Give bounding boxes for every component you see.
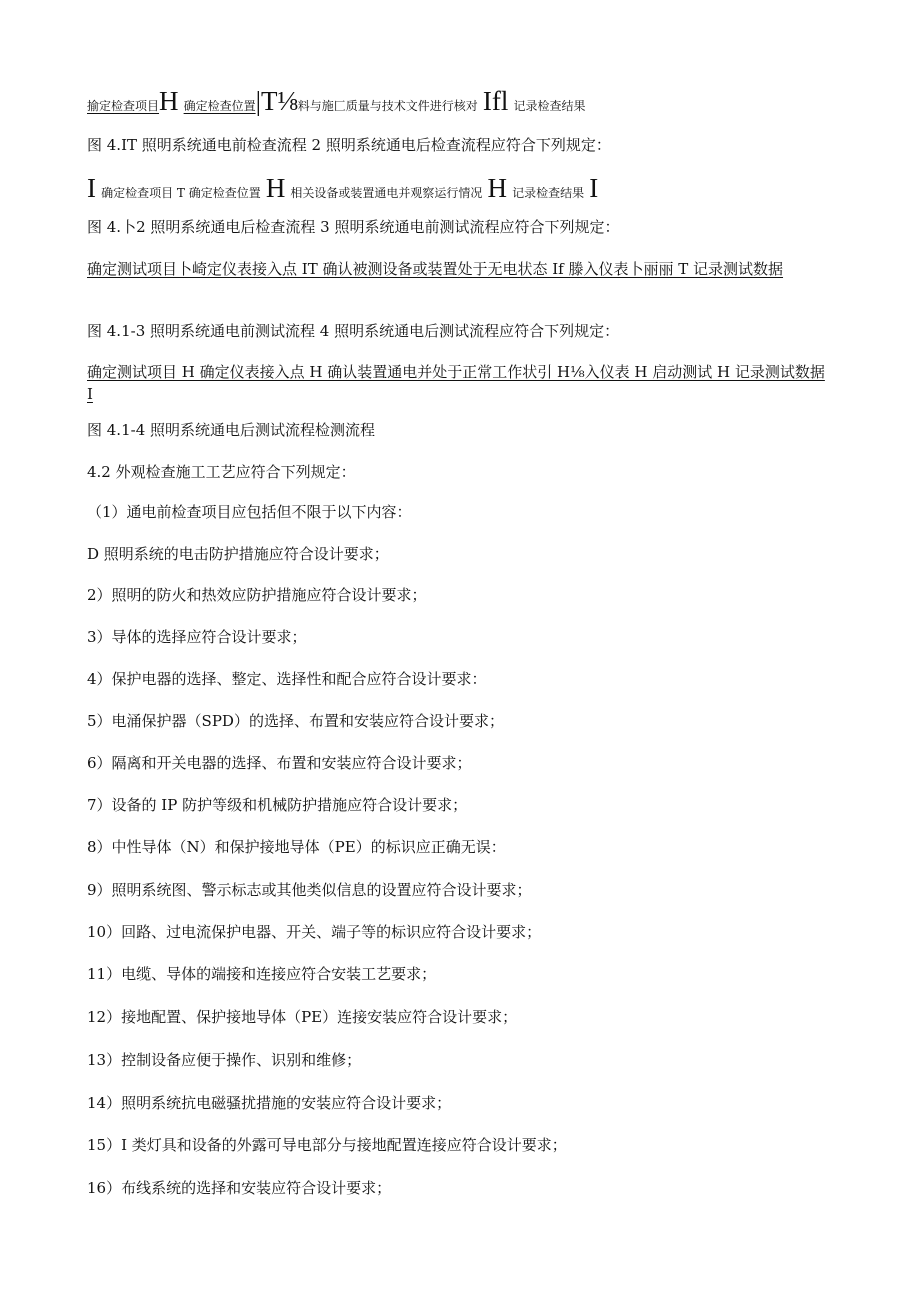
figure-caption: 图 4.1-4 照明系统通电后测试流程检测流程 — [87, 421, 376, 439]
list-item: 10）回路、过电流保护电器、开关、端子等的标识应符合设计要求； — [87, 923, 542, 941]
flow-arrow: I — [87, 173, 96, 203]
list-item: 14）照明系统抗电磁骚扰措施的安装应符合设计要求； — [87, 1094, 452, 1112]
flow-step: 相关设备或装置通电并观察运行情况 — [290, 186, 483, 200]
list-item: 3）导体的选择应符合设计要求； — [87, 628, 307, 646]
list-item: 7）设备的 IP 防护等级和机械防护措施应符合设计要求； — [87, 796, 468, 814]
flow-step: 揄定检查项目 — [87, 99, 160, 113]
list-item: 16）布线系统的选择和安装应符合设计要求； — [87, 1179, 392, 1197]
list-item: 6）隔离和开关电器的选择、布置和安装应符合设计要求； — [87, 754, 472, 772]
subsection-heading: （1）通电前检查项目应包括但不限于以下内容： — [87, 503, 412, 521]
list-item: 8）中性导体（N）和保护接地导体（PE）的标识应正确无误： — [87, 838, 506, 856]
list-item: 13）控制设备应便于操作、识别和维修； — [87, 1051, 362, 1069]
flow-arrow: H — [487, 173, 508, 203]
flow-step: 记录检查结果 — [513, 99, 586, 113]
flow-arrow: |T⅛ — [255, 86, 298, 116]
flow-step: 确定检查项目 T 确定检查位置 — [101, 186, 261, 200]
list-item: 11）电缆、导体的端接和连接应符合安装工艺要求； — [87, 965, 437, 983]
list-item: 15）I 类灯具和设备的外露可导电部分与接地配置连接应符合设计要求； — [87, 1136, 567, 1154]
flow-step: 记录检查结果 — [512, 186, 585, 200]
flow-inspection-before-power — [87, 88, 585, 115]
flow-arrow: H — [265, 173, 286, 203]
flow-step: 确定检查位置 — [183, 99, 256, 113]
list-item: 2）照明的防火和热效应防护措施应符合设计要求； — [87, 586, 427, 604]
flow-step: 料与施匚质量与技术文件进行核对 — [297, 99, 478, 113]
flow-test-after-power: 确定测试项目 H 确定仪表接入点 H 确认装置通电并处于正常工作状引 H⅛入仪表 H 启动测试 H 记录测试数据 I — [87, 363, 825, 403]
flow-inspection-after-power — [87, 175, 598, 202]
flow-arrow: Ifl — [482, 86, 509, 116]
list-item: 5）电涌保护器（SPD）的选择、布置和安装应符合设计要求； — [87, 712, 504, 730]
figure-caption: 图 4.1-3 照明系统通电前测试流程 4 照明系统通电后测试流程应符合下列规定： — [87, 322, 620, 340]
figure-caption: 图 4.IT 照明系统通电前检查流程 2 照明系统通电后检查流程应符合下列规定： — [87, 136, 611, 154]
list-item: 4）保护电器的选择、整定、选择性和配合应符合设计要求： — [87, 670, 487, 688]
list-item: D 照明系统的电击防护措施应符合设计要求； — [87, 545, 389, 563]
flow-arrow: H — [159, 86, 179, 116]
flow-test-before-power: 确定测试项目卜崎定仪表接入点 IT 确认被测设备或装置处于无电状态 If 滕入仪表卜丽丽 T 记录测试数据 — [87, 260, 784, 278]
list-item: 12）接地配置、保护接地导体（PE）连接安装应符合设计要求； — [87, 1008, 518, 1026]
flow-arrow: I — [589, 173, 599, 203]
figure-caption: 图 4.卜2 照明系统通电后检查流程 3 照明系统通电前测试流程应符合下列规定： — [87, 218, 620, 236]
list-item: 9）照明系统图、警示标志或其他类似信息的设置应符合设计要求； — [87, 881, 532, 899]
section-heading: 4.2 外观检查施工工艺应符合下列规定： — [87, 463, 356, 481]
